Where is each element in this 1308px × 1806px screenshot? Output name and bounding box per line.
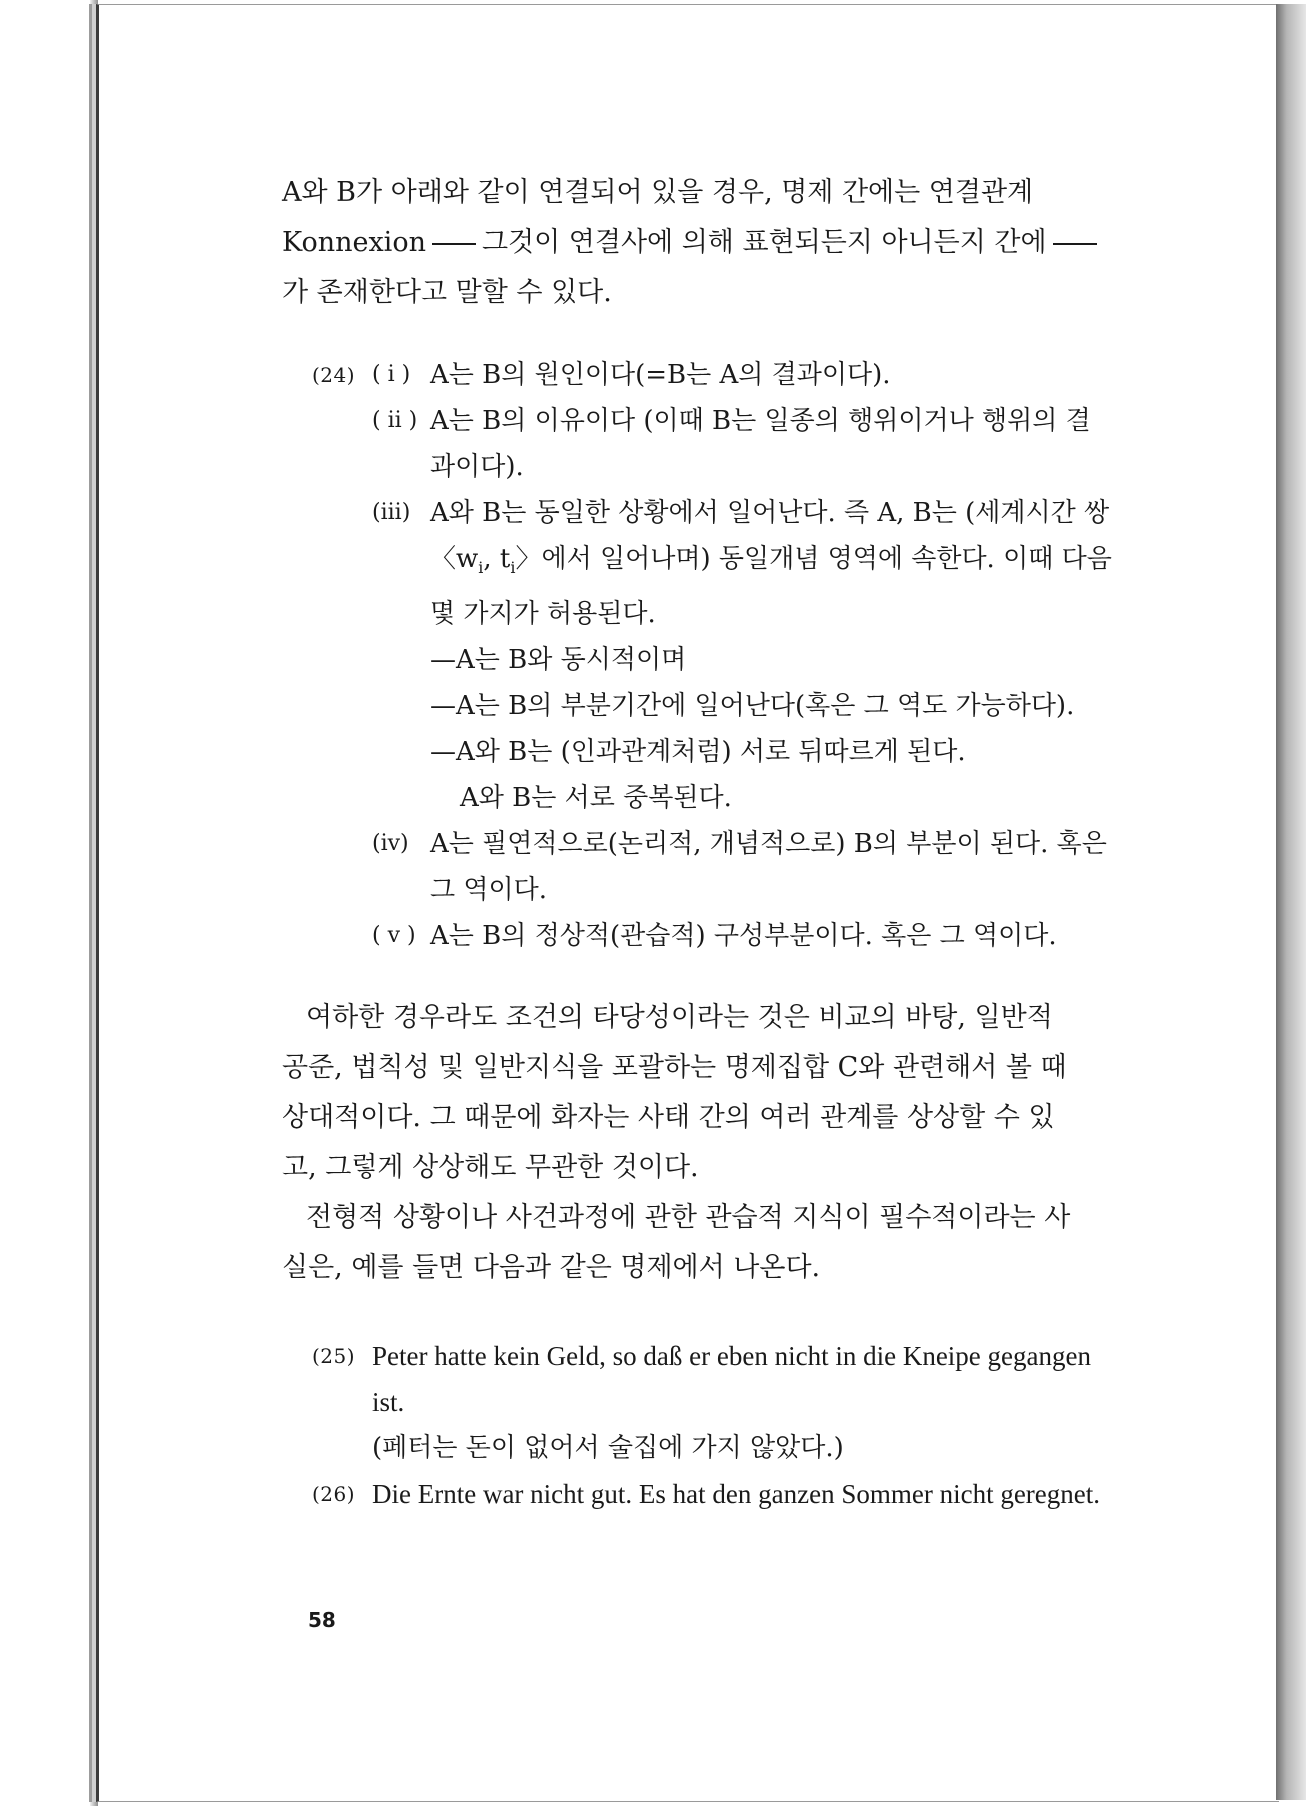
example-26-text: Die Ernte war nicht gut. Es hat den ganzen Sommer nicht geregnet. (372, 1479, 1101, 1510)
page-body (282, 168, 1148, 1551)
em-dash-rule (432, 243, 476, 245)
example-26 (282, 1471, 1148, 1517)
item-text: A는 B의 원인이다(=B는 A의 결과이다). (430, 360, 891, 390)
para2-line-3: 상대적이다. 그 때문에 화자는 사태 간의 여러 관계를 상상할 수 있 (282, 1102, 1055, 1134)
item-line: A는 필연적으로(논리적, 개념적으로) B의 부분이 된다. 혹은 (430, 829, 1107, 860)
comma-t: , t (483, 544, 511, 574)
em-dash-rule (1053, 243, 1097, 245)
subscript: i (478, 558, 484, 578)
example-25-text (372, 1333, 1148, 1425)
paragraph-2 (282, 993, 1148, 1193)
example-24-item-v (282, 913, 1148, 959)
dash-item: —A는 B의 부분기간에 일어난다(혹은 그 역도 가능하다). (430, 691, 1075, 722)
page-edge-shadow (1276, 4, 1306, 1800)
example-number: (26) (312, 1482, 356, 1507)
angle-open: 〈w (430, 544, 479, 574)
example-24-item-i (282, 352, 1148, 398)
intro-line-1: A와 B가 아래와 같이 연결되어 있을 경우, 명제 간에는 연결관계 (282, 177, 1034, 208)
example-25 (282, 1333, 1148, 1425)
item-text (430, 398, 1148, 490)
intro-line-2-text: 그것이 연결사에 의해 표현되든지 아니든지 간에 (481, 227, 1047, 258)
item-line: A는 B의 이유이다 (이때 B는 일종의 행위이거나 행위의 결 (430, 406, 1091, 436)
dash-item: —A는 B와 동시적이며 (430, 645, 687, 676)
para3-line-2: 실은, 예를 들면 다음과 같은 명제에서 나온다. (282, 1252, 821, 1284)
item-line: 그 역이다. (430, 875, 547, 906)
item-line: 몇 가지가 허용된다. (430, 599, 656, 630)
example-24 (282, 352, 1148, 959)
item-text (430, 490, 1148, 821)
para3-line-1: 전형적 상황이나 사건과정에 관한 관습적 지식이 필수적이라는 사 (306, 1202, 1071, 1234)
example-24-item-ii (282, 398, 1148, 490)
item-line: A와 B는 동일한 상황에서 일어난다. 즉 A, B는 (세계시간 쌍 (430, 498, 1110, 528)
konnexion-term: Konnexion (282, 227, 426, 258)
dash-continuation: A와 B는 서로 중복된다. (460, 783, 732, 814)
item-text (430, 821, 1148, 913)
paragraph-3 (282, 1193, 1148, 1293)
subscript: i (510, 558, 516, 578)
para2-line-1: 여하한 경우라도 조건의 타당성이라는 것은 비교의 바탕, 일반적 (306, 1002, 1053, 1034)
example-25-gloss: (페터는 돈이 없어서 술집에 가지 않았다.) (372, 1433, 844, 1464)
intro-line-3: 가 존재한다고 말할 수 있다. (282, 277, 612, 308)
para2-line-2: 공준, 법칙성 및 일반지식을 포괄하는 명제집합 C와 관련해서 볼 때 (282, 1052, 1067, 1084)
example-24-item-iii (282, 490, 1148, 821)
dash-item: —A와 B는 (인과관계처럼) 서로 뒤따르게 된다. (430, 737, 966, 768)
intro-paragraph (282, 168, 1148, 318)
intro-line-2 (282, 218, 1148, 268)
item-roman: ( i ) (372, 362, 411, 387)
item-roman: ( ii ) (372, 408, 418, 433)
item-roman: ( v ) (372, 923, 416, 949)
example-24-item-iv (282, 821, 1148, 913)
example-25-line-2: ist. (372, 1387, 405, 1418)
page-number: 58 (308, 1608, 336, 1632)
line-rest: 〉에서 일어나며) 동일개념 영역에 속한다. 이때 다음 (515, 544, 1112, 574)
example-number: (25) (312, 1344, 356, 1369)
item-roman: (iv) (372, 831, 409, 857)
example-number: (24) (312, 363, 356, 387)
item-roman: (iii) (372, 500, 411, 525)
item-line (430, 536, 1148, 591)
item-text: A는 B의 정상적(관습적) 구성부분이다. 혹은 그 역이다. (430, 921, 1057, 952)
item-line: 과이다). (430, 452, 524, 482)
para2-line-4: 고, 그렇게 상상해도 무관한 것이다. (282, 1152, 699, 1184)
example-25-26 (282, 1333, 1148, 1517)
example-25-line-1: Peter hatte kein Geld, so daß er eben nicht in die Kneipe gegangen (372, 1341, 1091, 1372)
